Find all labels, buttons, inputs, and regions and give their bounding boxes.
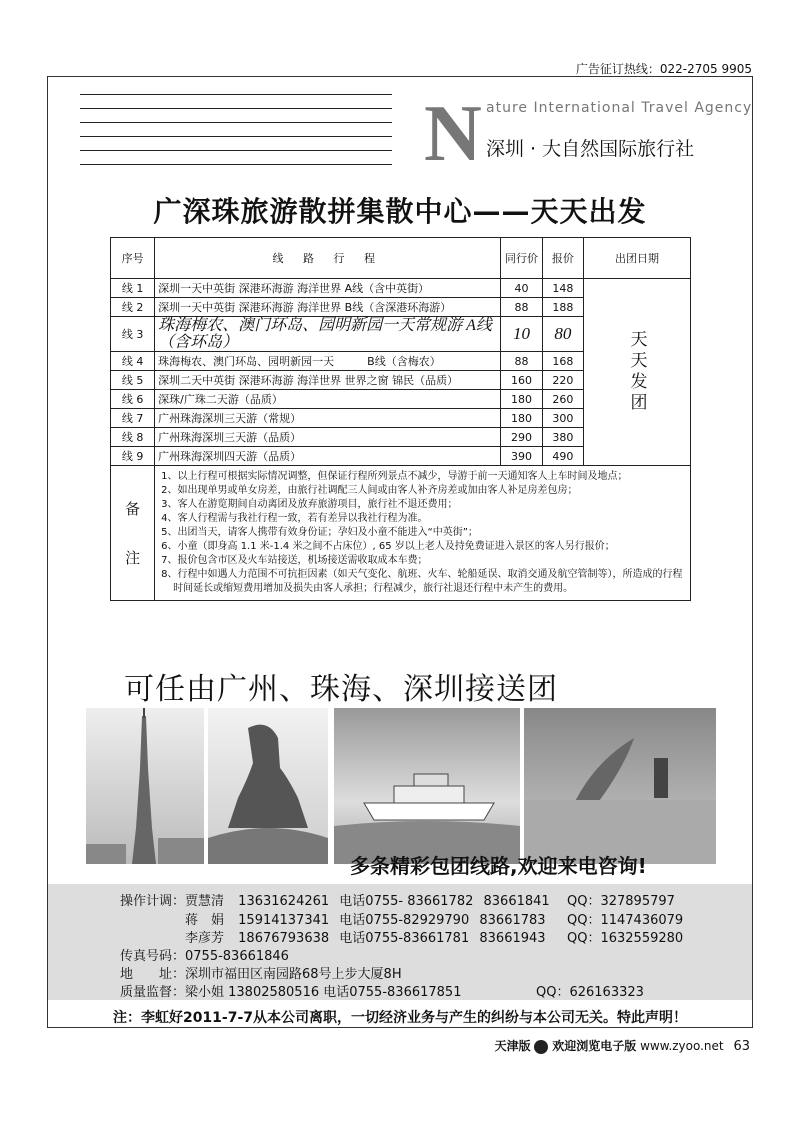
header-departure: 出团日期 bbox=[583, 238, 690, 279]
edition-label: 天津版 bbox=[494, 1039, 531, 1053]
blank-line bbox=[80, 164, 392, 165]
browse-label: 欢迎浏览电子版 bbox=[552, 1039, 637, 1053]
route-peer-price: 88 bbox=[501, 298, 542, 317]
contact-mobile: 15914137341 bbox=[238, 913, 330, 928]
route-id: 线 2 bbox=[111, 298, 155, 317]
route-price: 80 bbox=[542, 317, 583, 352]
photo-goat-statue bbox=[208, 708, 328, 864]
route-name: 珠海梅农、澳门环岛、园明新园一天常规游 A线（含环岛） bbox=[155, 317, 501, 352]
contact-qq: QQ：1632559280 bbox=[567, 931, 684, 946]
agency-name-chinese: 深圳 · 大自然国际旅行社 bbox=[486, 138, 695, 160]
blank-line bbox=[80, 94, 392, 95]
agency-logo-letter: N bbox=[424, 90, 482, 178]
pickup-banner: 可任由广州、珠海、深圳接送团 bbox=[124, 672, 558, 707]
route-name: 珠海梅农、澳门环岛、园明新园一天 B线（含梅农） bbox=[155, 352, 501, 371]
contact-mobile: 13631624261 bbox=[238, 894, 330, 909]
contact-qq: QQ：1147436079 bbox=[567, 913, 684, 928]
route-price: 168 bbox=[542, 352, 583, 371]
contact-row bbox=[120, 890, 550, 909]
route-price: 220 bbox=[542, 371, 583, 390]
disclaimer-statement: 注：李虹好2011-7-7从本公司离职，一切经济业务与产生的纠纷与本公司无关。特此声明！ bbox=[112, 1010, 688, 1026]
website-link[interactable]: www.zyoo.net bbox=[640, 1039, 724, 1053]
supervisor-qq: QQ：626163323 bbox=[536, 985, 644, 1000]
quality-supervisor: 质量监督：梁小姐 13802580516 电话0755-83661785​1 bbox=[120, 985, 462, 1000]
brand-circle-icon bbox=[534, 1040, 548, 1054]
route-id: 线 9 bbox=[111, 447, 155, 466]
route-peer-price: 180 bbox=[501, 390, 542, 409]
contact-name: 蒋 娟 bbox=[185, 913, 225, 928]
contact-phone: 电话0755-82929790 bbox=[339, 913, 470, 928]
route-price: 260 bbox=[542, 390, 583, 409]
route-price: 300 bbox=[542, 409, 583, 428]
ad-hotline: 广告征订热线：022-2705 9905 bbox=[575, 62, 752, 76]
contact-row bbox=[185, 927, 546, 946]
photo-canton-tower bbox=[86, 708, 204, 864]
route-id: 线 3 bbox=[111, 317, 155, 352]
contact-phone: 电话0755- 83661782 bbox=[339, 894, 474, 909]
blank-line bbox=[80, 122, 392, 123]
route-id: 线 4 bbox=[111, 352, 155, 371]
photo-boat bbox=[334, 708, 520, 864]
route-name: 深圳一天中英街 深港环海游 海洋世界 B线（含深港环海游） bbox=[155, 298, 501, 317]
notes-list bbox=[155, 466, 691, 601]
route-id: 线 8 bbox=[111, 428, 155, 447]
note-item: 2、如出现单男或单女房差，由旅行社调配三人间或由客人补齐房差或加由客人补足房差包房； bbox=[161, 485, 578, 496]
contact-mobile: 18676793638 bbox=[238, 931, 330, 946]
routes-table bbox=[110, 237, 691, 601]
notes-row bbox=[111, 466, 691, 601]
contact-ext: 83661943 bbox=[479, 931, 546, 946]
blank-line bbox=[80, 136, 392, 137]
route-peer-price: 10 bbox=[501, 317, 542, 352]
header-price: 报价 bbox=[542, 238, 583, 279]
route-id: 线 5 bbox=[111, 371, 155, 390]
departure-cell bbox=[583, 279, 690, 466]
route-peer-price: 88 bbox=[501, 352, 542, 371]
notes-label-1: 备 bbox=[125, 500, 141, 518]
contact-ext: 83661841 bbox=[483, 894, 550, 909]
table-header-row bbox=[111, 238, 691, 279]
page-number: 63 bbox=[733, 1039, 750, 1054]
contact-qq: QQ：327895797 bbox=[567, 894, 675, 909]
contact-name: 李彦芳 bbox=[185, 931, 225, 946]
table-row bbox=[111, 279, 691, 298]
route-id: 线 7 bbox=[111, 409, 155, 428]
notes-label-2: 注 bbox=[125, 549, 141, 567]
route-name: 广州珠海深圳四天游（品质） bbox=[155, 447, 501, 466]
contact-phone: 电话0755-83661781 bbox=[339, 931, 470, 946]
contact-name: 贾慧清 bbox=[185, 894, 225, 909]
page-footer bbox=[495, 1037, 750, 1054]
note-item: 6、小童（即身高 1.1 米-1.4 米之间不占床位）, 65 岁以上老人及持免费证进入景区的客人另行报价； bbox=[161, 541, 615, 552]
route-name: 广州珠海深圳三天游（品质） bbox=[155, 428, 501, 447]
route-peer-price: 290 bbox=[501, 428, 542, 447]
header-route: 线 路 行 程 bbox=[155, 238, 501, 279]
note-item: 4、客人行程需与我社行程一致，若有差异以我社行程为准。 bbox=[161, 513, 428, 524]
header-id: 序号 bbox=[111, 238, 155, 279]
agency-name-english: ature International Travel Agency bbox=[486, 100, 753, 116]
route-name: 深珠/广珠二天游（品质） bbox=[155, 390, 501, 409]
note-item: 5、出团当天，请客人携带有效身份证；孕妇及小童不能进入“中英街”； bbox=[161, 527, 478, 538]
route-peer-price: 40 bbox=[501, 279, 542, 298]
blank-line bbox=[80, 150, 392, 151]
note-item: 8、行程中如遇人力范围不可抗拒因素（如天气变化、航班、火车、轮船延误、取消交通及航空管制等），所造成的行程时间延长或缩短费用增加及损失由客人承担；行程减少，旅行社退还行程中未产生的费用。 bbox=[161, 569, 683, 594]
ops-label: 操作计调： bbox=[120, 894, 186, 909]
blank-line bbox=[80, 108, 392, 109]
fax-number: 传真号码：0755-83661846 bbox=[120, 949, 289, 964]
route-peer-price: 180 bbox=[501, 409, 542, 428]
header-peer-price: 同行价 bbox=[501, 238, 542, 279]
route-name: 深圳二天中英街 深港环海游 海洋世界 世界之窗 锦民（品质） bbox=[155, 371, 501, 390]
note-item: 3、客人在游览期间自动离团及放弃旅游项目，旅行社不退还费用； bbox=[161, 499, 458, 510]
route-name: 广州珠海深圳三天游（常规） bbox=[155, 409, 501, 428]
multi-routes-slogan: 多条精彩包团线路,欢迎来电咨询! bbox=[350, 854, 647, 878]
route-price: 490 bbox=[542, 447, 583, 466]
route-price: 148 bbox=[542, 279, 583, 298]
route-id: 线 6 bbox=[111, 390, 155, 409]
contact-ext: 83661783 bbox=[479, 913, 546, 928]
contact-row bbox=[185, 909, 546, 928]
route-peer-price: 160 bbox=[501, 371, 542, 390]
page-title: 广深珠旅游散拼集散中心——天天出发 bbox=[153, 195, 647, 228]
route-peer-price: 390 bbox=[501, 447, 542, 466]
note-item: 7、报价包含市区及火车站接送，机场接送需收取成本车费； bbox=[161, 555, 428, 566]
photo-dolphin-show bbox=[524, 708, 716, 864]
route-price: 188 bbox=[542, 298, 583, 317]
departure-text: 天天发团 bbox=[626, 330, 647, 414]
route-id: 线 1 bbox=[111, 279, 155, 298]
address: 地 址：深圳市福田区南园路68号上步大厦8H bbox=[120, 967, 402, 982]
route-price: 380 bbox=[542, 428, 583, 447]
note-item: 1、以上行程可根据实际情况调整，但保证行程所列景点不减少，导游于前一天通知客人上车时间及地点； bbox=[161, 471, 628, 482]
notes-label bbox=[111, 466, 155, 601]
route-name: 深圳一天中英街 深港环海游 海洋世界 A线（含中英街） bbox=[155, 279, 501, 298]
